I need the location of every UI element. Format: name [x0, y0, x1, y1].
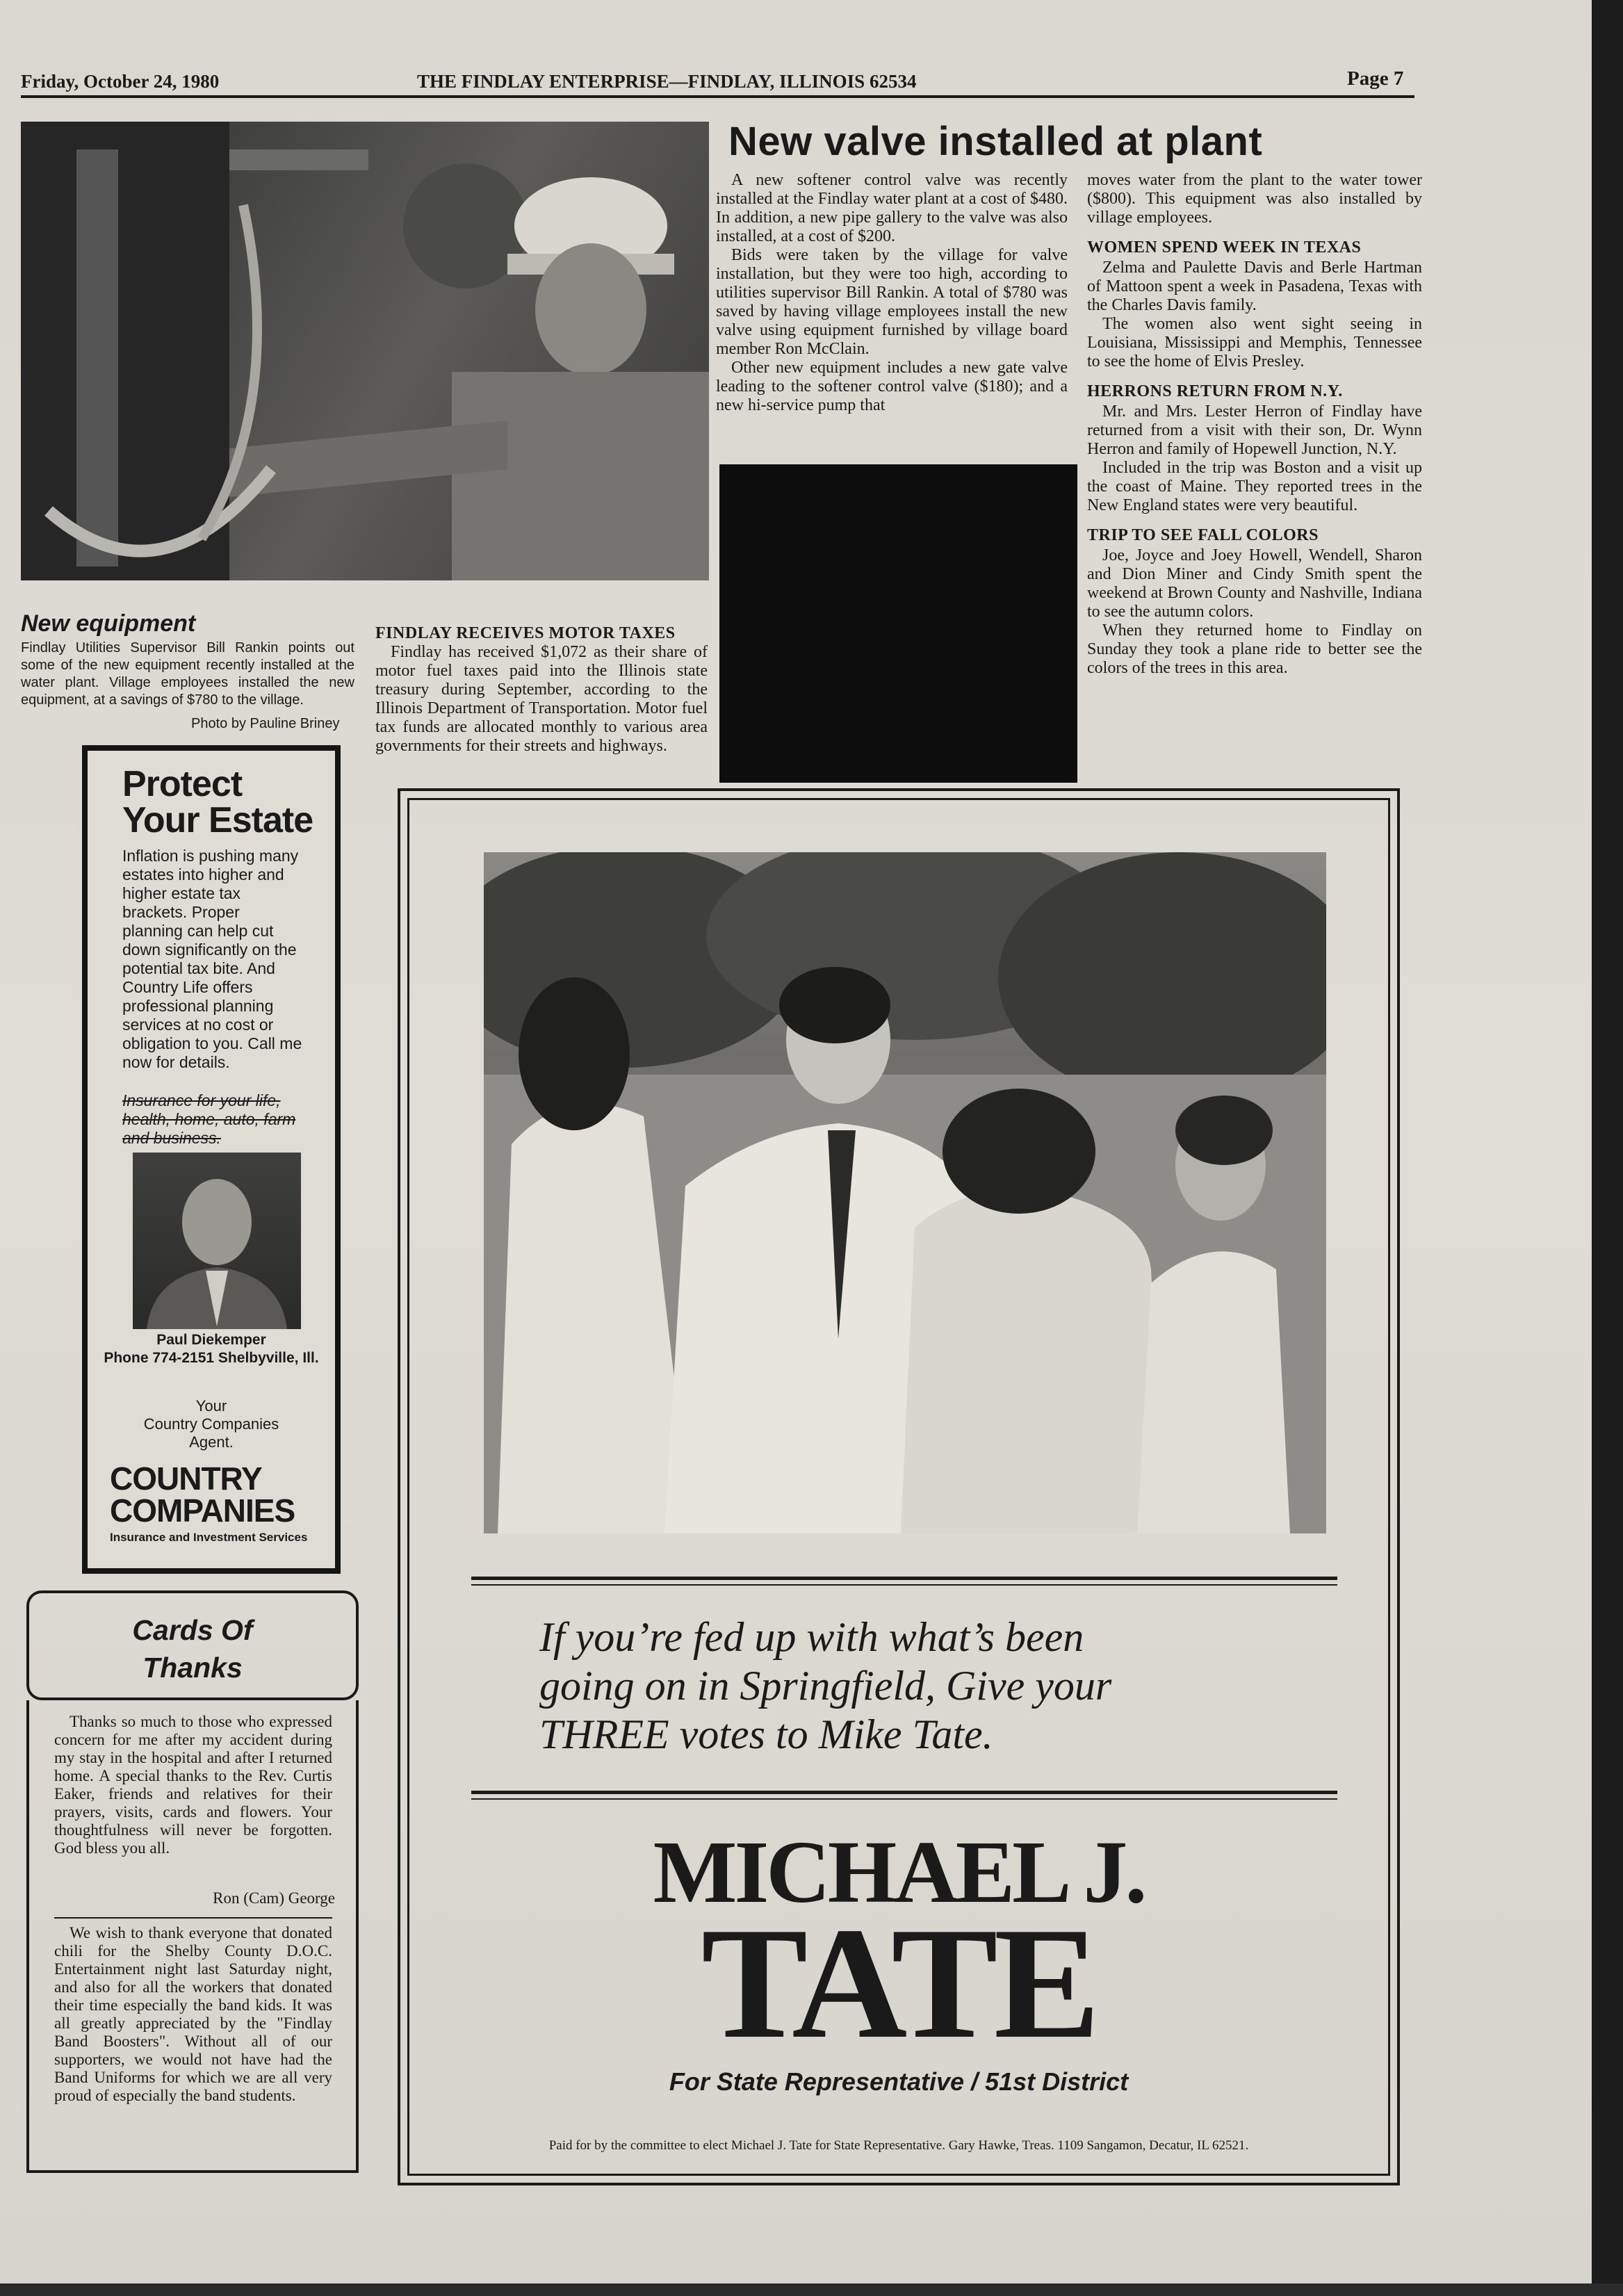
agent-photo [133, 1153, 301, 1329]
thanks-note-1: Thanks so much to those who expressed concern for me after my accident during my stay in the hospital and after I returned home. A special thanks to the Rev. Curtis Eaker, friends and relatives for their prayers, visits, cards and flowers. Your thoughtfulness will never be forgotten. God bless you all. [54, 1713, 332, 1857]
slogan-line-1: If you’re fed up with what’s been [539, 1614, 1084, 1660]
ad-rule-bottom-b [471, 1798, 1337, 1800]
cards-title-box [26, 1590, 359, 1700]
caption-title: New equipment [21, 610, 196, 637]
ad-rule-top-a [471, 1577, 1337, 1580]
headline: New valve installed at plant [728, 119, 1263, 164]
campaign-photo-illustration [484, 852, 1326, 1533]
scan-edge [1592, 0, 1623, 2296]
political-ad [398, 788, 1400, 2185]
brief-title: HERRONS RETURN FROM N.Y. [1087, 382, 1343, 400]
ad-body: Inflation is pushing many estates into higher and higher estate tax brackets. Proper planning can help cut down significantly on the potential tax bite. And Country Life offers professional planning services at no cost or obligation to you. Call me now for details. [122, 847, 302, 1071]
thanks-note-2: We wish to thank everyone that donated chili for the Shelby County D.O.C. Entertainment night last Saturday night, and also for all the workers that donated their time especially the band kids. It was all greatly appreciated by the "Findlay Band Boosters". Without all of our supporters, we would not have had the Band Uniforms for which we are all very proud of especially the band students. [54, 1924, 332, 2104]
ad-your: Your [195, 1397, 227, 1415]
ad-slogan [539, 1613, 1304, 1759]
photo-credit: Photo by Pauline Briney [191, 716, 340, 731]
brief-paragraph: Included in the trip was Boston and a visit up the coast of Maine. They reported trees in the New England states were very beautiful. [1087, 459, 1422, 514]
article-continuation: moves water from the plant to the water tower ($800). This equipment was also installed by village employees. [1087, 171, 1422, 227]
brief-paragraph: Joe, Joyce and Joey Howell, Wendell, Sharon and Dion Miner and Cindy Smith spent the weekend at Brown County and Nashville, Indiana to see the autumn colors. [1087, 546, 1422, 621]
ad-headline-1: Protect [122, 764, 243, 804]
slogan-line-3: THREE votes to Mike Tate. [539, 1711, 993, 1757]
motor-taxes-article [375, 624, 708, 756]
ad-headline-2: Your Estate [122, 800, 313, 840]
paid-for-notice: Paid for by the committee to elect Michael J. Tate for State Representative. Gary Hawke, Treas. 1109 Sangamon, Decatur, IL 62521. [548, 2138, 1249, 2153]
brief-paragraph: Mr. and Mrs. Lester Herron of Findlay have returned from a visit with their son, Dr. Wynn Herron and family of Hopewell Junction, N.Y. [1087, 402, 1422, 458]
ad-agent: Agent. [189, 1433, 234, 1451]
article-paragraph: Other new equipment includes a new gate valve leading to the softener control valve ($180); and a new hi-service pump that [716, 359, 1068, 414]
cards-title-2: Thanks [142, 1652, 243, 1684]
candidate-name-2: TATE [701, 1894, 1097, 2071]
brief-paragraph: The women also went sight seeing in Louisiana, Mississippi and Memphis, Tennessee to see the home of Elvis Presley. [1087, 315, 1422, 371]
blacked-out-photo [719, 464, 1077, 783]
cards-body-box [26, 1700, 359, 2173]
agent-phone: Phone 774-2151 Shelbyville, Ill. [104, 1350, 319, 1366]
agent-name: Paul Diekemper [156, 1332, 266, 1348]
ad-company: Country Companies [143, 1415, 279, 1433]
scan-edge-bottom [0, 2283, 1623, 2296]
slogan-line-2: going on in Springfield, Give your [539, 1663, 1112, 1709]
brief-paragraph: When they returned home to Findlay on Sunday they took a plane ride to better see the colors of the trees in this area. [1087, 621, 1422, 677]
article-paragraph: A new softener control valve was recently installed at the Findlay water plant at a cost of $480. In addition, a new pipe gallery to the valve was also installed, at a cost of $200. [716, 171, 1068, 245]
water-plant-photo [21, 122, 709, 580]
brief-title: TRIP TO SEE FALL COLORS [1087, 526, 1319, 544]
masthead: THE FINDLAY ENTERPRISE—FINDLAY, ILLINOIS 62534 [417, 71, 917, 92]
insurance-ad [82, 745, 341, 1574]
campaign-photo [484, 852, 1326, 1533]
brief-title: WOMEN SPEND WEEK IN TEXAS [1087, 238, 1362, 257]
ad-rule-bottom-a [471, 1791, 1337, 1794]
ad-rule-top-b [471, 1584, 1337, 1586]
candidate-office: For State Representative / 51st District [669, 2067, 1129, 2096]
issue-date: Friday, October 24, 1980 [21, 71, 220, 92]
logo-subtitle: Insurance and Investment Services [110, 1531, 308, 1544]
article-column-1 [716, 171, 1068, 415]
page-number: Page 7 [1347, 67, 1404, 90]
header-rule [21, 95, 1414, 98]
thanks-divider [54, 1917, 332, 1919]
brief-paragraph: Zelma and Paulette Davis and Berle Hartman of Mattoon spent a week in Pasadena, Texas with the Charles Davis family. [1087, 259, 1422, 314]
motor-taxes-title: FINDLAY RECEIVES MOTOR TAXES [375, 624, 676, 642]
caption-text: Findlay Utilities Supervisor Bill Rankin points out some of the new equipment recently installed at the water plant. Village employees installed the new equipment, at a savings of $780 to the village. [21, 640, 354, 708]
article-paragraph: Bids were taken by the village for valve installation, but they were too high, according to utilities supervisor Bill Rankin. A total of $780 was saved by having village employees install the new valve using equipment furnished by village board member Ron McClain. [716, 246, 1068, 358]
motor-taxes-text: Findlay has received $1,072 as their share of motor fuel taxes paid into the Illinois state treasury during September, according to the Illinois Department of Transportation. Motor fuel tax funds are allocated monthly to various area governments for their streets and highways. [375, 643, 708, 755]
thanks-signature: Ron (Cam) George [213, 1889, 335, 1907]
article-column-2 [1087, 171, 1422, 678]
photo-illustration [21, 122, 709, 580]
ad-italic-line: Insurance for your life, health, home, auto, farm and business. [122, 1091, 296, 1147]
logo-line-2: COMPANIES [110, 1492, 295, 1529]
cards-title-1: Cards Of [132, 1614, 253, 1646]
candidate-name-1: MICHAEL J. [653, 1823, 1145, 1921]
logo-line-1: COUNTRY [110, 1460, 262, 1497]
